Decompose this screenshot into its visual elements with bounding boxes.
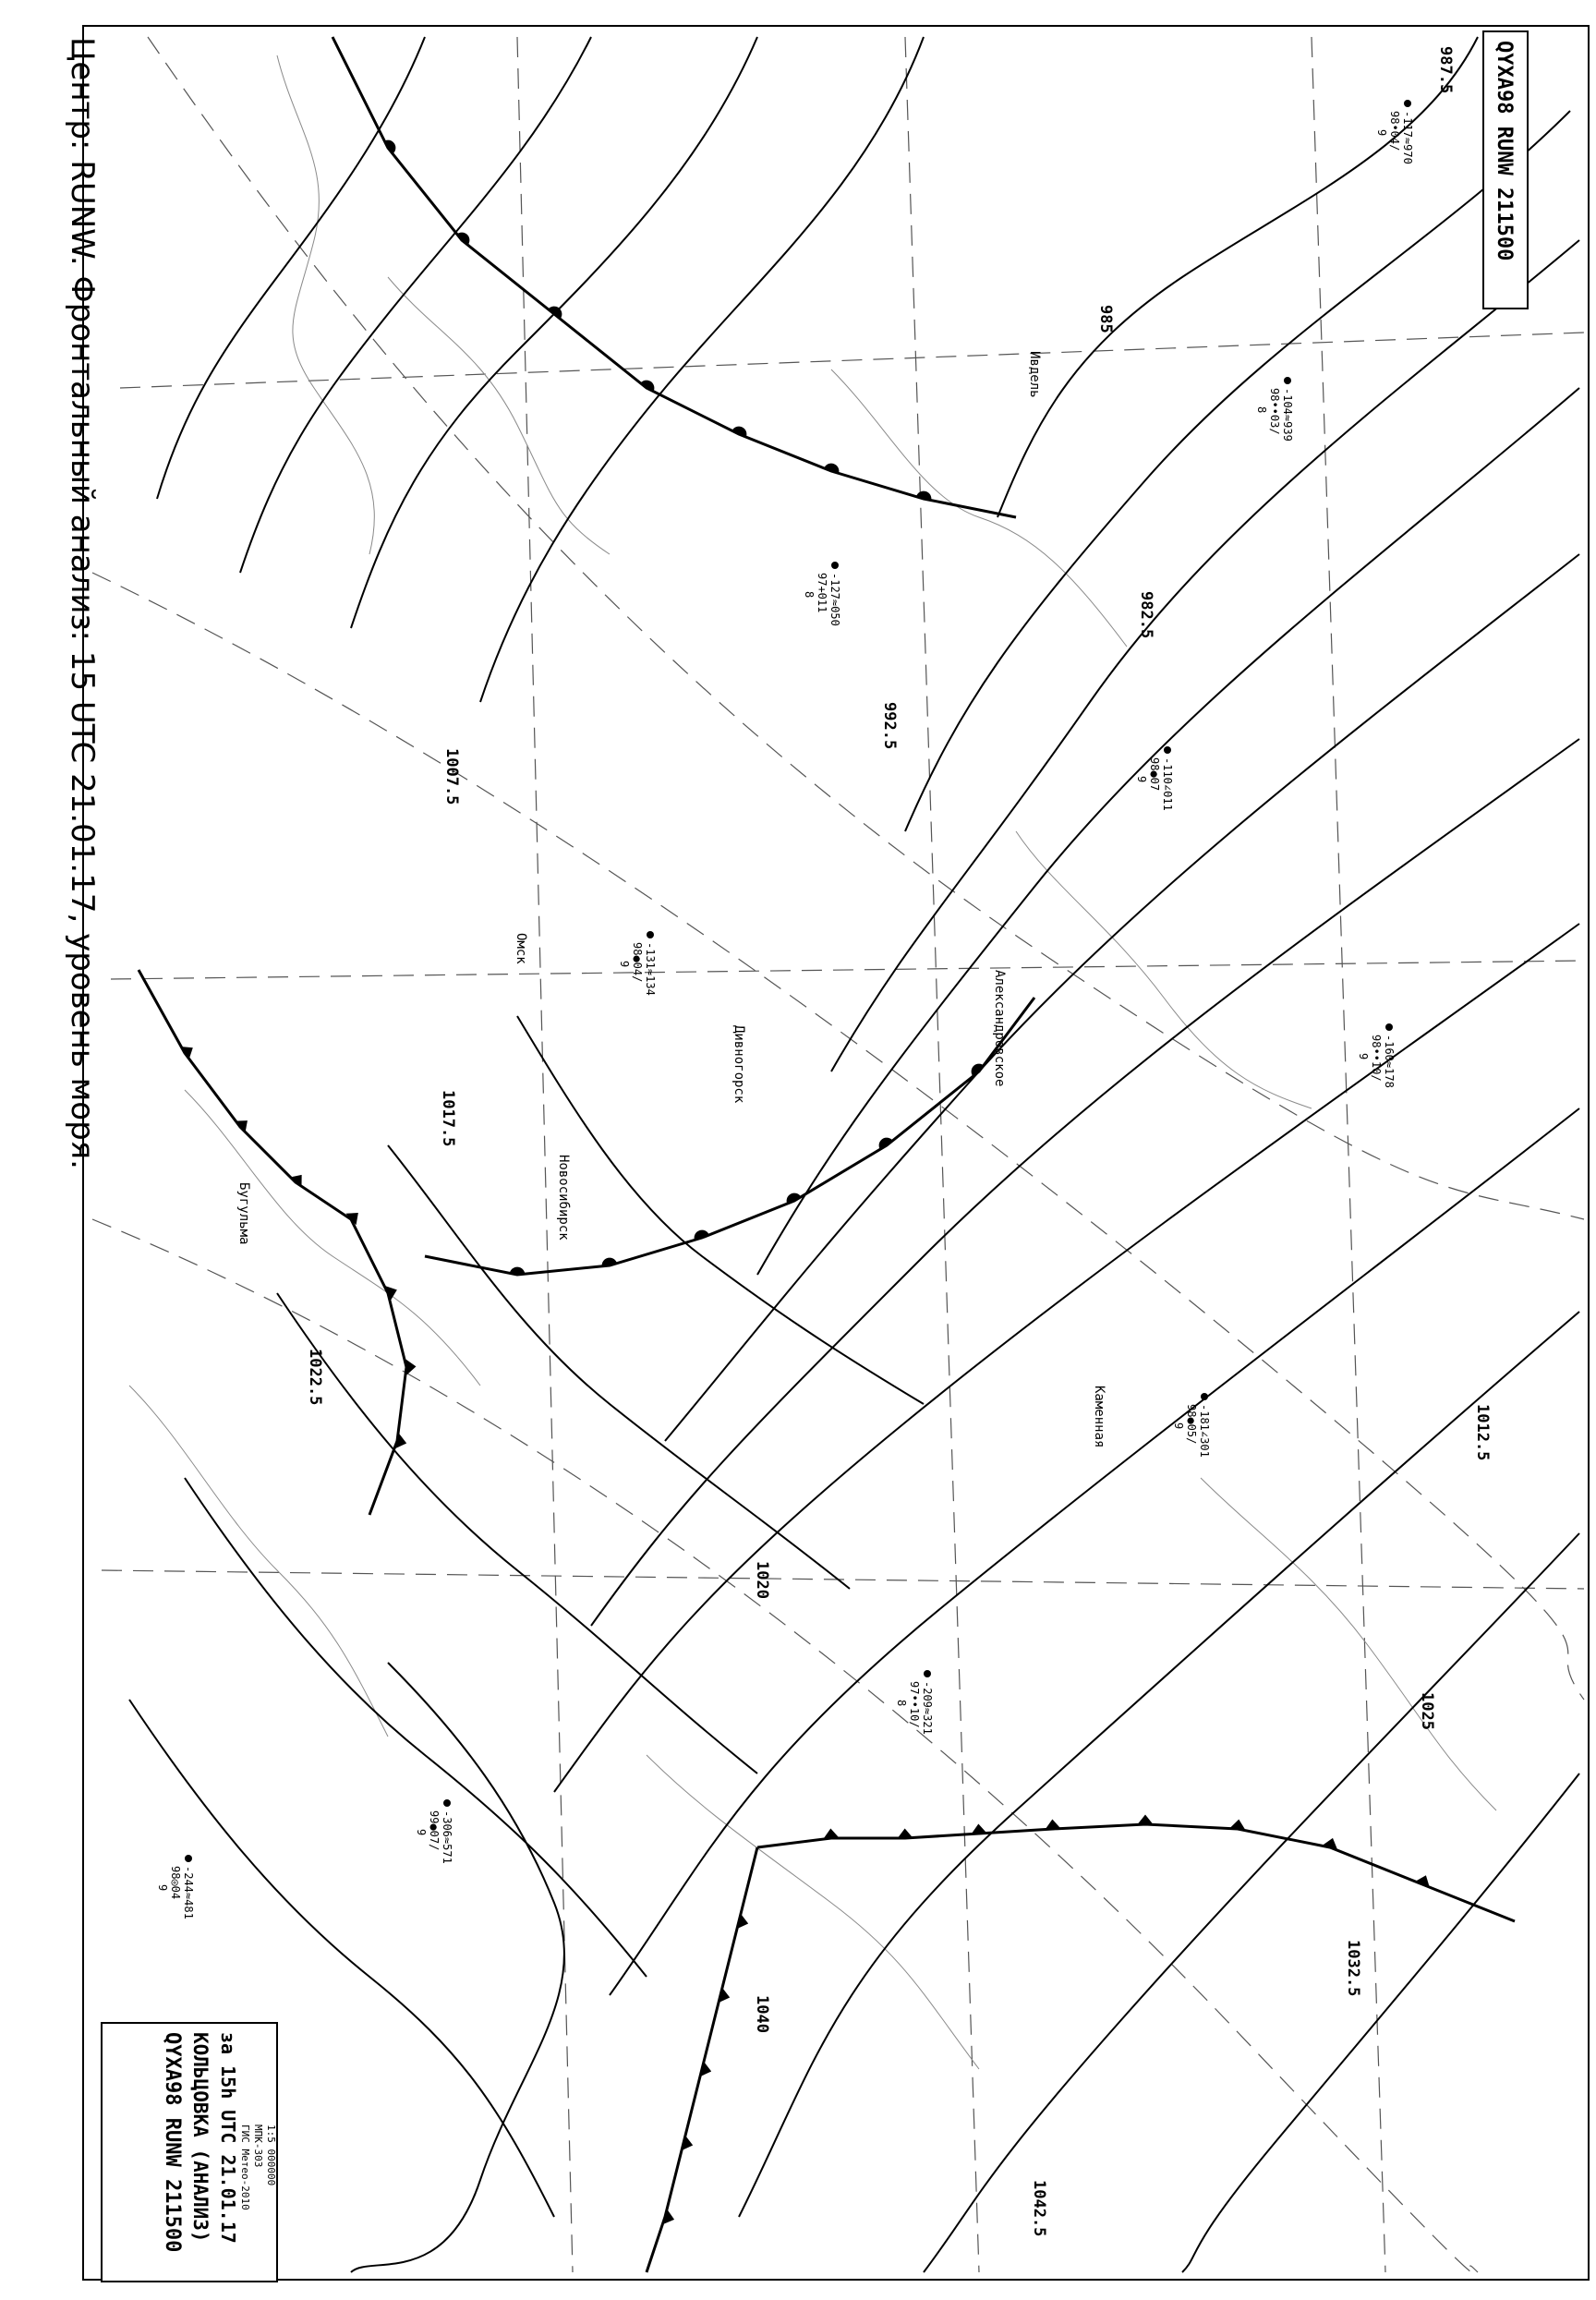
- legend-box: [102, 2023, 277, 2282]
- place-name: Дивногорск: [732, 1025, 746, 1104]
- station-weather: 98••10/: [1370, 1035, 1383, 1082]
- place-name: Омск: [514, 933, 528, 964]
- station-weather: 98••03/: [1268, 388, 1281, 435]
- header-code-box: [1483, 31, 1528, 309]
- station-circle: [1385, 1023, 1393, 1031]
- station-cloud: 9: [618, 961, 631, 968]
- station-weather: 98◎04: [169, 1866, 182, 1900]
- map-title: Центр: RUNW. Фронтальный анализ: 15 UTC 21.01.17, уровень моря.: [64, 37, 101, 1169]
- station-cloud: 9: [1172, 1422, 1185, 1430]
- legend-valid: за 15h UTC 21.01.17: [217, 2032, 239, 2244]
- station-cloud: 9: [1357, 1053, 1370, 1060]
- isobar-label: 1040: [753, 1995, 771, 2033]
- legend-meta-2: МПК-303: [252, 2124, 264, 2168]
- station-circle: [185, 1855, 192, 1862]
- place-name: Каменная: [1092, 1386, 1106, 1448]
- place-name: Новосибирск: [556, 1155, 571, 1241]
- station-cloud: 8: [1255, 406, 1268, 414]
- isobar-label: 982.5: [1137, 591, 1155, 639]
- isobar-label: 1017.5: [439, 1090, 457, 1147]
- station-pressure: -160≈178: [1383, 1035, 1396, 1088]
- legend-name: КОЛЬЦОВКА (АНАЛИЗ): [189, 2032, 212, 2243]
- legend-meta-3: 1:5 000000: [265, 2124, 277, 2186]
- header-code: QYXA98 RUNW 211500: [1493, 41, 1516, 261]
- station-circle: [831, 562, 839, 569]
- station-pressure: -127≈050: [828, 573, 841, 626]
- station-circle: [1164, 746, 1171, 754]
- station-weather: 98●05/: [1185, 1404, 1198, 1445]
- station-weather: 97+011: [816, 573, 828, 613]
- station-weather: 99●07/: [428, 1810, 441, 1851]
- isobar-label: 987.5: [1436, 46, 1455, 94]
- isobar-label: 1042.5: [1030, 2180, 1048, 2237]
- station-pressure: -131≈134: [644, 942, 657, 996]
- station-cloud: 8: [895, 1700, 908, 1707]
- station-weather: 98●04/: [631, 942, 644, 983]
- isobar-label: 985: [1096, 305, 1115, 333]
- isobar-label: 1032.5: [1344, 1940, 1362, 1997]
- legend-meta-1: ГИС Метео-2010: [239, 2124, 251, 2210]
- station-pressure: -117≈970: [1401, 111, 1414, 164]
- place-name: Александровское: [992, 970, 1007, 1087]
- station-cloud: 9: [156, 1884, 169, 1892]
- station-circle: [443, 1799, 451, 1807]
- station-cloud: 9: [1135, 776, 1148, 783]
- isobar-label: 1020: [753, 1561, 771, 1599]
- station-weather: 98•04/: [1388, 111, 1401, 151]
- station-weather: 98●07: [1148, 757, 1161, 792]
- isobar-label: 1007.5: [442, 748, 461, 805]
- isobar-label: 1025: [1418, 1692, 1436, 1730]
- station-circle: [1404, 100, 1411, 107]
- isobar-label: 1022.5: [306, 1349, 324, 1406]
- station-pressure: -209≈321: [921, 1681, 934, 1735]
- station-pressure: -244≈481: [182, 1866, 195, 1919]
- station-circle: [1284, 377, 1291, 384]
- isobar-label: 1012.5: [1473, 1404, 1492, 1461]
- station-circle: [1201, 1393, 1208, 1400]
- station-cloud: 8: [803, 591, 816, 599]
- isobar-label: 992.5: [880, 702, 899, 750]
- station-pressure: -306≈571: [441, 1810, 453, 1864]
- station-pressure: -181∠301: [1198, 1404, 1211, 1458]
- station-cloud: 9: [415, 1829, 428, 1836]
- station-pressure: -110∠011: [1161, 757, 1174, 811]
- station-pressure: -104≈939: [1281, 388, 1294, 442]
- place-name: Ивдель: [1027, 351, 1042, 398]
- station-cloud: 9: [1375, 129, 1388, 137]
- place-name: Бугульма: [236, 1182, 251, 1245]
- station-weather: 97••10/: [908, 1681, 921, 1728]
- station-circle: [924, 1670, 931, 1677]
- legend-code: QYXA98 RUNW 211500: [161, 2032, 184, 2253]
- station-circle: [647, 931, 654, 938]
